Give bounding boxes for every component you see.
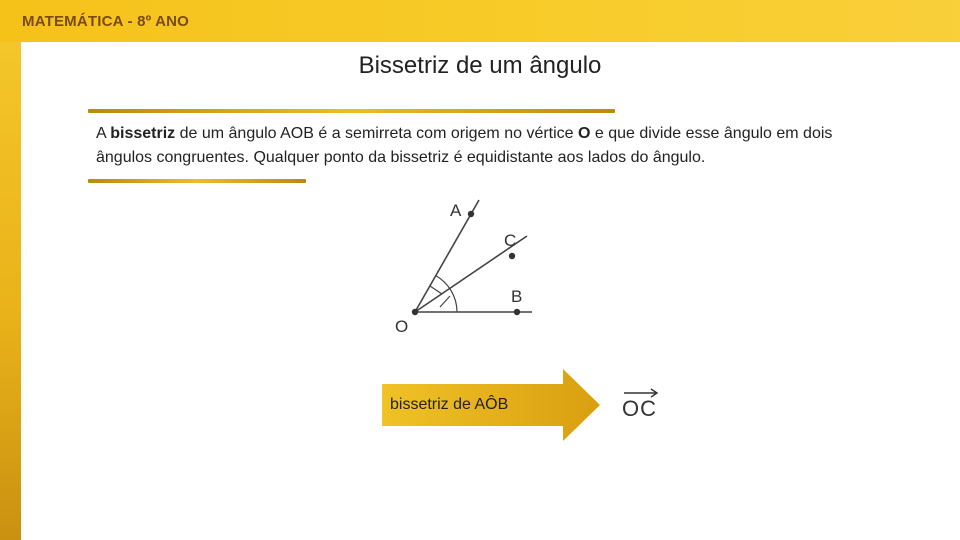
tick-mark-2 <box>440 296 450 307</box>
side-accent-bar <box>0 42 21 540</box>
point-b <box>514 309 520 315</box>
angle-bisector-figure <box>380 190 550 340</box>
definition-divider <box>88 179 306 183</box>
ray-oa <box>415 200 479 312</box>
angle-arc <box>436 276 457 312</box>
tick-mark-1 <box>430 286 442 294</box>
label-c: C <box>504 231 517 250</box>
label-o: O <box>395 317 409 336</box>
title-divider <box>88 109 615 113</box>
header-bar <box>0 0 960 42</box>
definition-mid: de um ângulo AOB é a semirreta com origem no vértice <box>175 125 579 142</box>
arrow-label: bissetriz de AÔB <box>390 396 509 413</box>
definition-term: bissetriz <box>110 125 176 142</box>
point-o <box>412 309 418 315</box>
definition-pre: A <box>96 125 111 142</box>
definition-vertex: O <box>578 125 591 142</box>
label-b: B <box>511 287 523 306</box>
point-a <box>468 211 474 217</box>
subject-label: MATEMÁTICA - 8º ANO <box>22 13 190 30</box>
label-a: A <box>450 201 462 220</box>
point-c <box>509 253 515 259</box>
vector-label: OC <box>622 396 657 421</box>
vector-oc <box>622 388 657 422</box>
definition-text <box>96 122 876 170</box>
definition-post: e que divide esse ângulo em dois ângulos congruentes. Qualquer ponto da bissetriz é equidistante aos lados do ângulo. <box>96 125 833 166</box>
vector-arrow-icon <box>622 388 662 400</box>
slide-title: Bissetriz de um ângulo <box>358 52 602 79</box>
